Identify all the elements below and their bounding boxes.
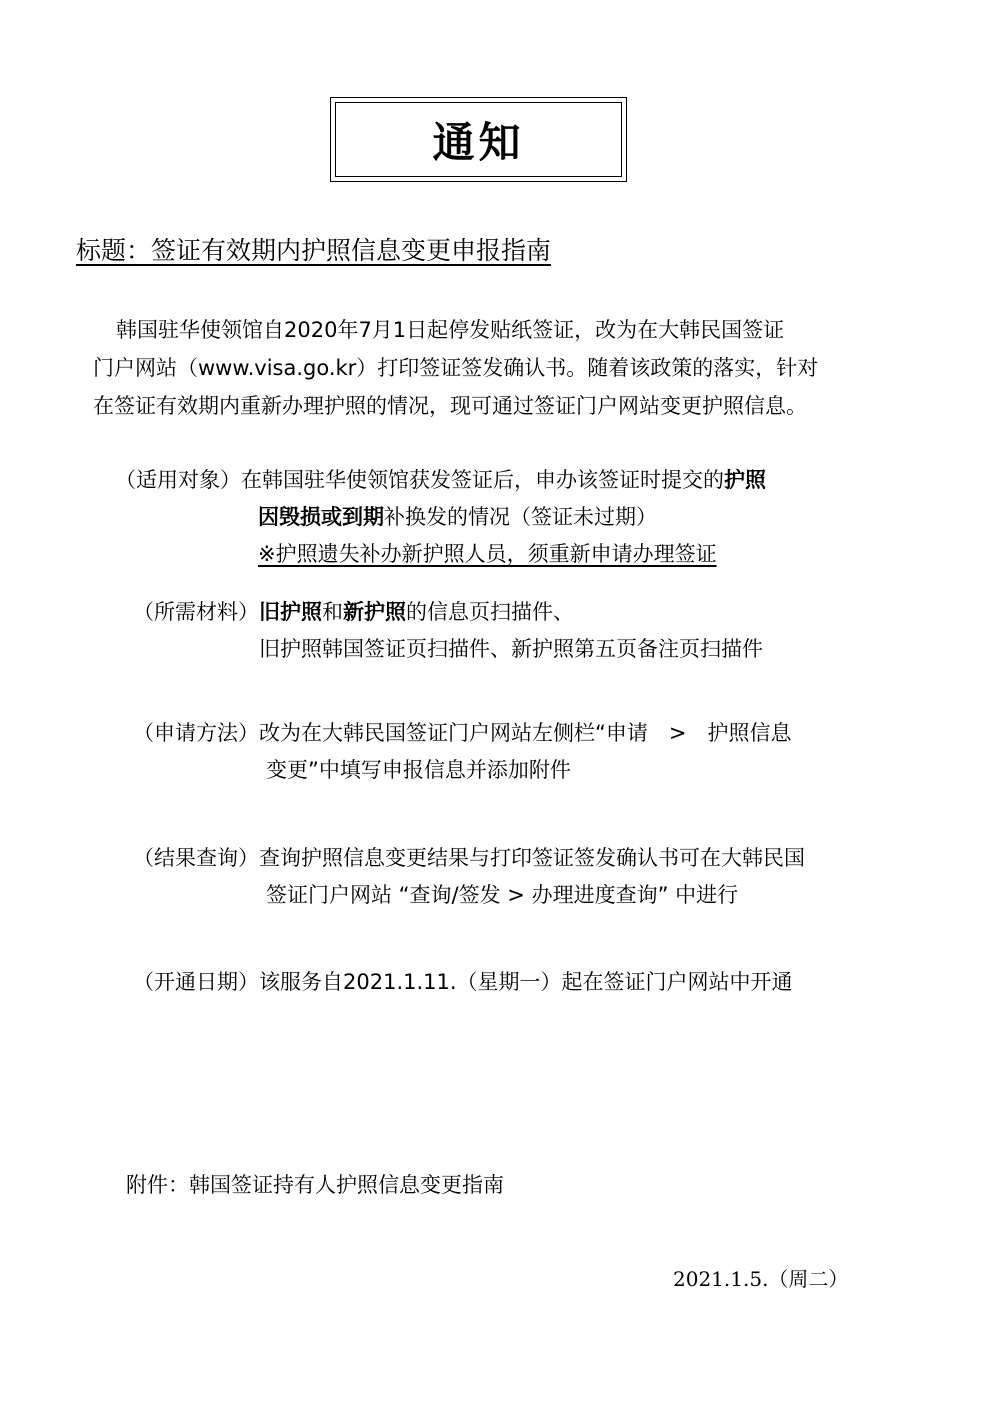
attachment-line: 附件：韩国签证持有人护照信息变更指南 — [126, 1173, 504, 1197]
section-method-text-1: 改为在大韩民国签证门户网站左侧栏“申请 > 护照信息 — [259, 721, 792, 745]
section-result — [133, 840, 805, 914]
section-materials-text-1: 的信息页扫描件、 — [406, 600, 574, 624]
intro-line-2: 门户网站（www.visa.go.kr）打印签证签发确认书。随着该政策的落实，针对 — [93, 356, 819, 380]
section-applicable-bold-passport: 护照 — [724, 468, 766, 492]
section-opening — [133, 964, 793, 1001]
section-opening-label: （开通日期） — [133, 970, 259, 994]
intro-paragraph — [93, 311, 883, 425]
section-applicable-bold-reason: 因毁损或到期 — [258, 505, 384, 529]
section-applicable-note: ※护照遗失补办新护照人员，须重新申请办理签证 — [258, 542, 717, 566]
section-materials-and: 和 — [322, 600, 343, 624]
section-materials-new-passport: 新护照 — [343, 600, 406, 624]
section-result-label: （结果查询） — [133, 846, 259, 870]
section-applicable-text-1: 在韩国驻华使领馆获发签证后，申办该签证时提交的 — [241, 468, 724, 492]
section-method-text-2: 变更”中填写申报信息并添加附件 — [266, 758, 571, 782]
section-applicable-text-2: 补换发的情况（签证未过期） — [384, 505, 657, 529]
notice-title-box — [330, 97, 627, 182]
notice-title-inner-border — [335, 102, 622, 177]
section-materials-old-passport: 旧护照 — [259, 600, 322, 624]
section-applicable-label: （适用对象） — [115, 468, 241, 492]
document-heading: 标题：签证有效期内护照信息变更申报指南 — [76, 236, 552, 265]
section-materials — [133, 594, 763, 668]
section-result-text-1: 查询护照信息变更结果与打印签证签发确认书可在大韩民国 — [259, 846, 805, 870]
section-materials-text-2: 旧护照韩国签证页扫描件、新护照第五页备注页扫描件 — [259, 637, 763, 661]
section-opening-text: 该服务自2021.1.11.（星期一）起在签证门户网站中开通 — [259, 970, 793, 994]
section-materials-label: （所需材料） — [133, 600, 259, 624]
intro-line-3: 在签证有效期内重新办理护照的情况，现可通过签证门户网站变更护照信息。 — [93, 394, 807, 418]
section-method-label: （申请方法） — [133, 721, 259, 745]
section-result-text-2: 签证门户网站 “查询/签发 > 办理进度查询” 中进行 — [266, 883, 739, 907]
section-applicable — [115, 462, 766, 573]
document-date: 2021.1.5.（周二） — [673, 1267, 849, 1291]
intro-line-1: 韩国驻华使领馆自2020年7月1日起停发贴纸签证，改为在大韩民国签证 — [116, 318, 785, 342]
notice-title: 通知 — [432, 117, 525, 167]
section-method — [133, 715, 791, 789]
